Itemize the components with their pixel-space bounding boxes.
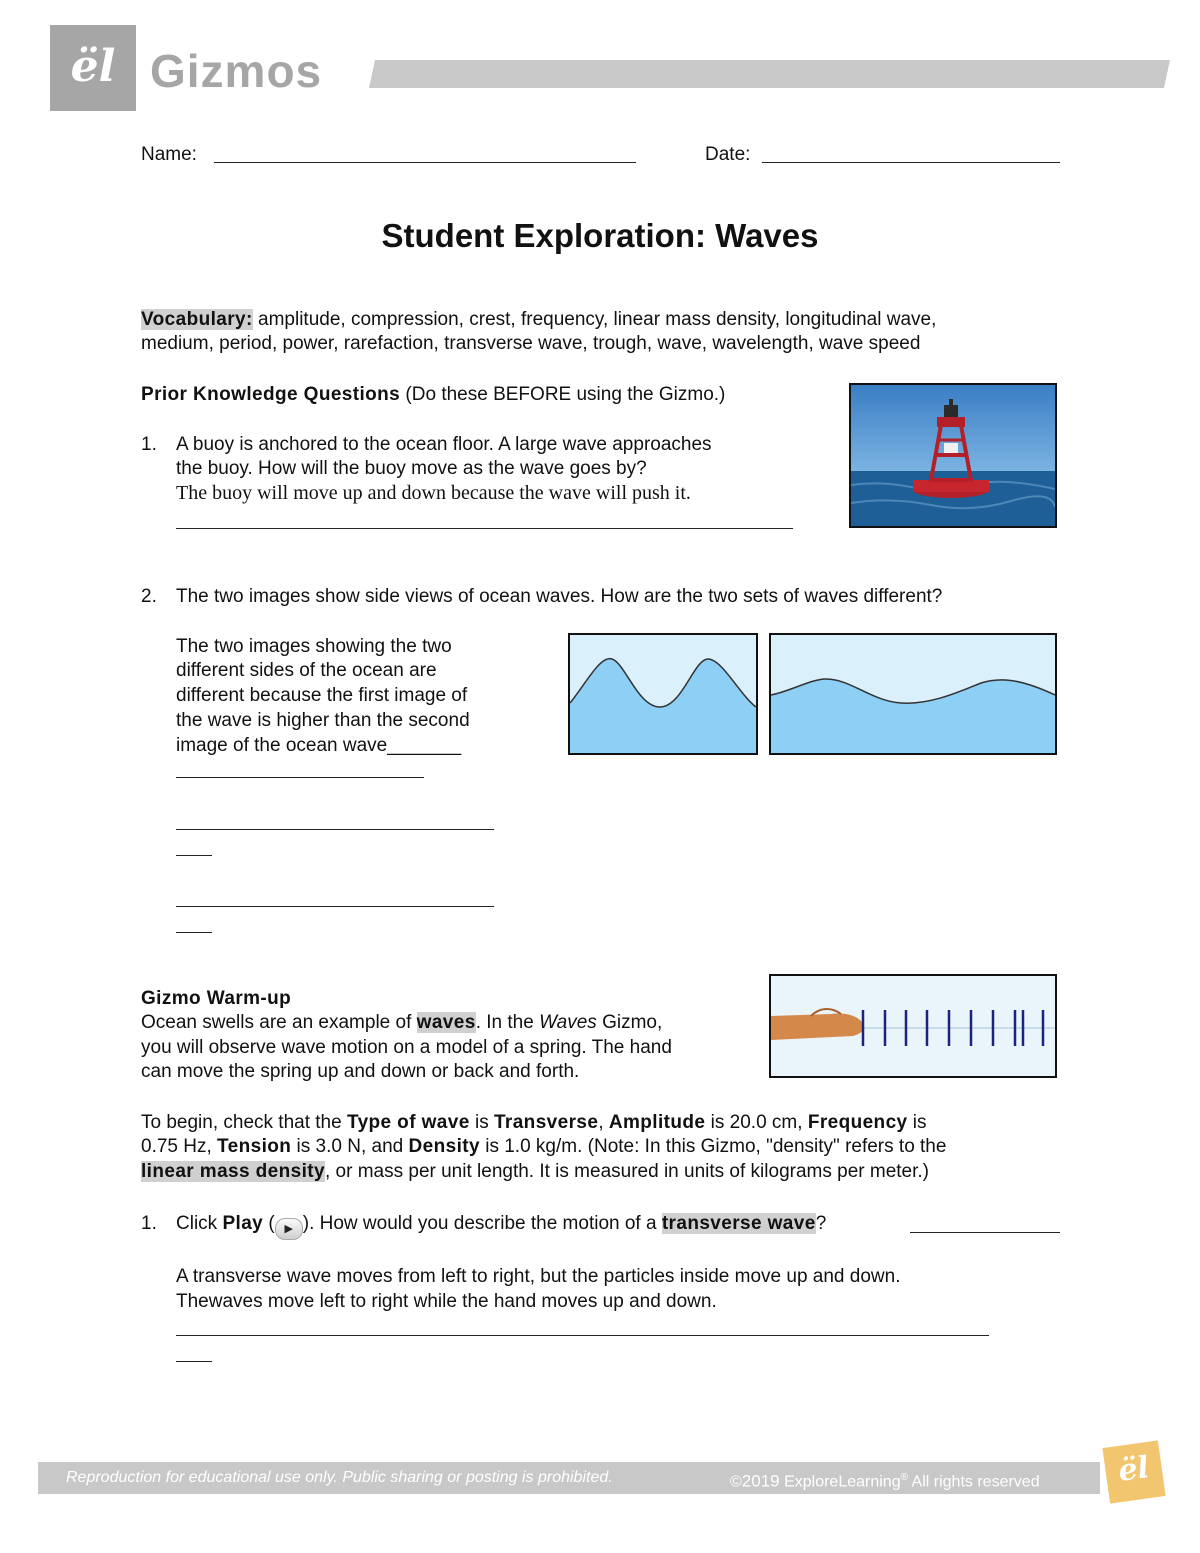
settings-line-3 [141,1159,929,1184]
warmup-text: Gizmo, [596,1012,663,1033]
warmup-q1-number: 1. [141,1213,157,1234]
warmup-heading: Gizmo Warm-up [141,988,292,1009]
warmup-paragraph-line-2: you will observe wave motion on a model of a spring. The hand [141,1037,672,1058]
q2-blank-line-5 [176,932,212,933]
tension-label: Tension [217,1136,292,1157]
amplitude-value: is 20.0 cm, [705,1112,808,1133]
registered-mark: ® [900,1472,908,1483]
tall-waves-drawing [570,635,756,753]
transverse-wave-term: transverse wave [661,1213,816,1234]
tension-value: is 3.0 N, and [291,1136,409,1157]
q2-blank-line-4 [176,906,494,907]
waves-term: waves [416,1012,476,1033]
q1-text: ? [815,1213,827,1234]
q2-answer-line-4[interactable]: the wave is higher than the second [176,710,470,731]
footer-copyright [730,1467,1040,1493]
company-name: ExploreLearning [784,1473,901,1491]
amplitude-label: Amplitude [608,1112,706,1133]
low-waves-image [769,633,1057,755]
settings-line-2 [141,1134,946,1159]
page-title: Student Exploration: Waves [381,217,819,254]
q2-answer-line-1[interactable]: The two images showing the two [176,636,452,657]
settings-text: , or mass per unit length. It is measured in units of kilograms per meter.) [324,1161,929,1182]
name-label: Name: [141,144,197,165]
el-logo-icon: ël [70,41,116,92]
warmup-q1-answer-2[interactable]: Thewaves move left to right while the hand moves up and down. [176,1291,717,1312]
q1-text: Click [176,1213,223,1234]
q2-question: The two images show side views of ocean waves. How are the two sets of waves different? [176,586,943,607]
play-label: Play [222,1213,264,1234]
warmup-q1-question [176,1211,826,1240]
low-waves-drawing [771,635,1055,753]
q2-answer-line-5[interactable]: image of the ocean wave_______ [176,735,462,756]
waves-gizmo-name: Waves [539,1012,597,1033]
q2-blank-line-3 [176,855,212,856]
warmup-q1-answer-1[interactable]: A transverse wave moves from left to right, but the particles inside move up and down. [176,1266,901,1287]
q1-text: ). How would you describe the motion of a [302,1213,662,1234]
copyright-symbol: © [730,1473,742,1491]
warmup-paragraph-line-1 [141,1010,662,1035]
density-value: is 1.0 kg/m. (Note: In this Gizmo, "density" refers to the [479,1136,947,1157]
warmup-paragraph-line-3: can move the spring up and down or back and forth. [141,1061,580,1082]
footer-notice: Reproduction for educational use only. Public sharing or posting is prohibited. [66,1469,613,1486]
warmup-text: Ocean swells are an example of [141,1012,417,1033]
warmup-q1-answer-line-end [176,1361,212,1362]
vocabulary-label: Vocabulary: [141,309,253,330]
density-label: Density [408,1136,480,1157]
buoy-image [851,385,1055,526]
q2-answer-line-2[interactable]: different sides of the ocean are [176,660,437,681]
prior-heading-text: Prior Knowledge Questions [141,384,401,405]
vocabulary-line-2: medium, period, power, rarefaction, transverse wave, trough, wave, wavelength, wave speed [141,333,921,354]
frequency-value: 0.75 Hz, [141,1136,218,1157]
gizmos-logo-text: Gizmos [150,45,323,97]
q2-blank-line-1 [176,777,424,778]
warmup-text: . In the [475,1012,540,1033]
settings-line-1 [141,1110,927,1135]
type-of-wave-value: Transverse [493,1112,599,1133]
q1-answer-line [176,528,793,529]
q2-answer-line-3[interactable]: different because the first image of [176,685,468,706]
q1-text-line-1: A buoy is anchored to the ocean floor. A large wave approaches [176,434,712,455]
date-field[interactable] [762,162,1060,163]
el-badge-icon: ël [1116,1450,1152,1489]
hand-spring-image [769,974,1057,1078]
name-field[interactable] [214,162,636,163]
q1-text: ( [263,1213,275,1234]
copyright-year: 2019 [741,1471,780,1491]
frequency-label: Frequency [807,1112,908,1133]
q2-blank-line-2 [176,829,494,830]
settings-text: is [469,1112,494,1133]
buoy-photo [849,383,1057,528]
rights-text: All rights reserved [907,1473,1040,1491]
hand-spring-drawing [771,976,1055,1076]
prior-knowledge-heading [141,382,725,407]
settings-text: is [907,1112,927,1133]
header-bar [369,60,1170,88]
vocabulary-line-1 [141,307,936,332]
play-button-icon[interactable]: ▶ [275,1218,303,1240]
settings-text: To begin, check that the [141,1112,347,1133]
warmup-q1-inline-blank [910,1232,1060,1233]
q2-number: 2. [141,586,157,607]
gizmos-logo-badge [50,25,136,111]
tall-waves-image [568,633,758,755]
type-of-wave-label: Type of wave [346,1112,470,1133]
linear-mass-density-term: linear mass density [141,1161,325,1182]
prior-heading-note: (Do these BEFORE using the Gizmo.) [400,384,726,405]
footer-el-badge [1102,1440,1165,1503]
settings-text: , [598,1112,609,1133]
q1-text-line-2: the buoy. How will the buoy move as the wave goes by? [176,458,647,479]
date-label: Date: [705,144,751,165]
warmup-q1-answer-line [176,1335,989,1336]
q1-number: 1. [141,434,157,455]
q1-answer[interactable]: The buoy will move up and down because the wave will push it. [176,482,691,504]
vocabulary-terms-1: amplitude, compression, crest, frequency, linear mass density, longitudinal wave, [252,309,937,330]
